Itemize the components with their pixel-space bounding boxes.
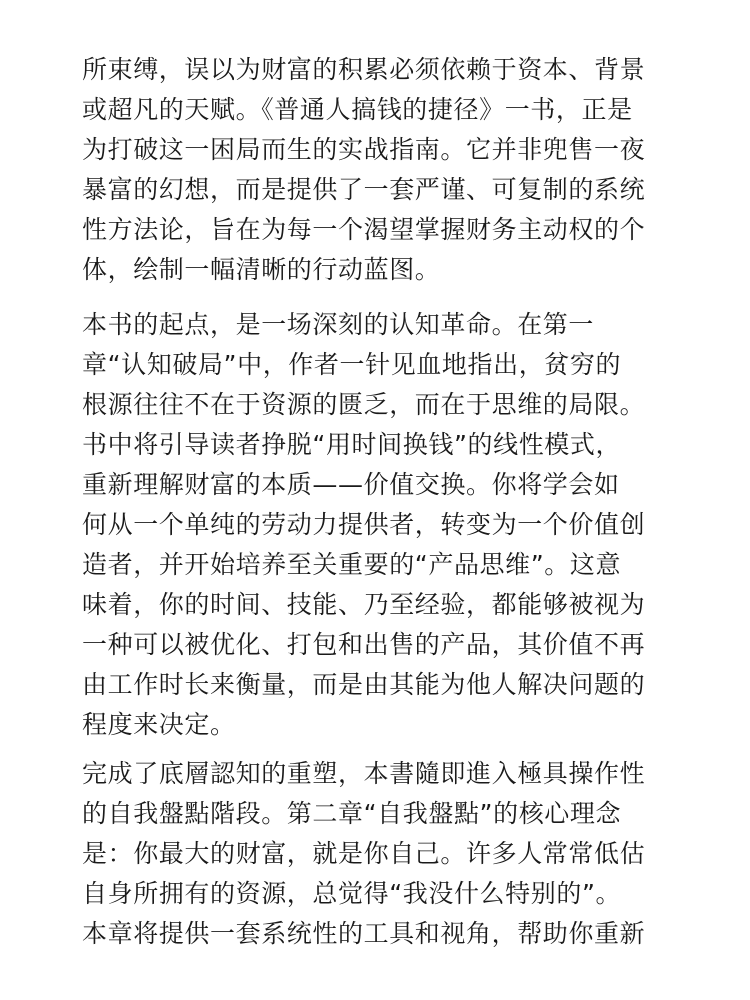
paragraph-1 — [82, 50, 645, 290]
text-line: 根源往往不在于资源的匮乏，而在于思维的局限。 — [82, 390, 646, 419]
text-line: 性方法论，旨在为每一个渴望掌握财务主动权的个 — [82, 215, 646, 244]
text-line: 何从一个单纯的劳动力提供者，转变为一个价值创 — [82, 510, 646, 539]
text-line: 本书的起点，是一场深刻的认知革命。在第一 — [82, 310, 595, 339]
text-line: 味着，你的时间、技能、乃至经验，都能够被视为 — [82, 590, 646, 619]
text-line: 自身所拥有的资源，总觉得“我没什么特别的”。 — [82, 879, 622, 908]
text-line: 书中将引导读者挣脱“用时间换钱”的线性模式， — [82, 430, 622, 459]
text-line: 本章将提供一套系统性的工具和视角，帮助你重新 — [82, 919, 646, 948]
text-line: 程度来决定。 — [82, 710, 236, 739]
text-line: 是：你最大的财富，就是你自己。许多人常常低估 — [82, 839, 646, 868]
paragraph-2 — [82, 305, 645, 745]
text-line: 重新理解财富的本质——价值交换。你将学会如 — [82, 470, 620, 499]
text-line: 的自我盤點階段。第二章“自我盤點”的核心理念 — [82, 799, 622, 828]
text-line: 或超凡的天赋。《普通人搞钱的捷径》一书，正是 — [82, 95, 633, 124]
text-line: 由工作时长来衡量，而是由其能为他人解决问题的 — [82, 670, 646, 699]
text-line: 一种可以被优化、打包和出售的产品，其价值不再 — [82, 630, 646, 659]
text-line: 所束缚，误以为财富的积累必须依赖于资本、背景 — [82, 55, 646, 84]
paragraph-3 — [82, 754, 645, 954]
text-line: 完成了底層認知的重塑，本書隨即進入極具操作性 — [82, 759, 646, 788]
text-line: 章“认知破局”中，作者一针见血地指出，贫穷的 — [82, 350, 622, 379]
text-line: 暴富的幻想，而是提供了一套严谨、可复制的系统 — [82, 175, 646, 204]
text-line: 造者，并开始培养至关重要的“产品思维”。这意 — [82, 550, 622, 579]
text-line: 体，绘制一幅清晰的行动蓝图。 — [82, 255, 441, 284]
text-line: 为打破这一困局而生的实战指南。它并非兜售一夜 — [82, 135, 646, 164]
